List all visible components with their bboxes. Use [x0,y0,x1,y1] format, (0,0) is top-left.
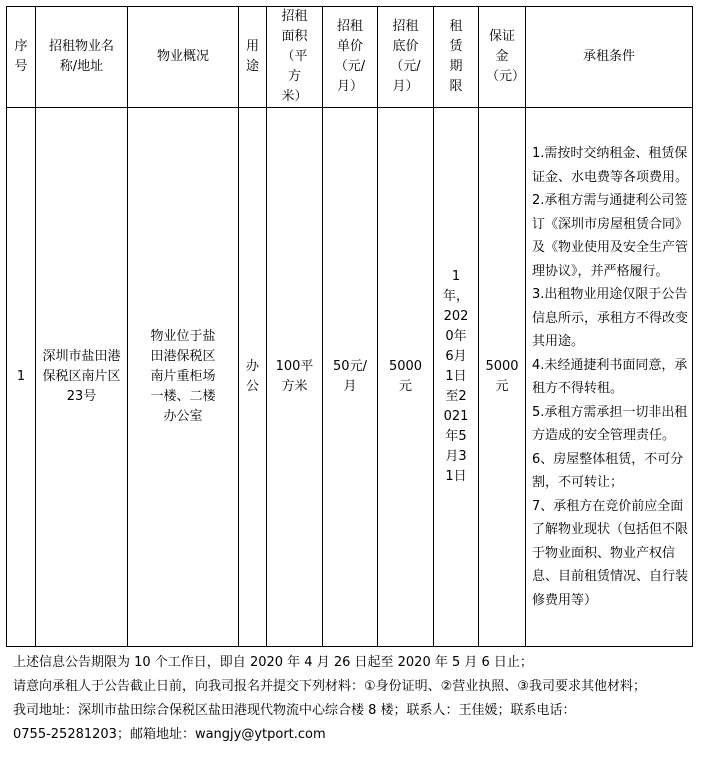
condition-item: 7、承租方在竞价前应全面了解物业现状（包括但不限于物业面积、物业产权信息、目前租赁情况、自行装修费用等） [532,498,689,608]
cell-conditions [526,108,693,647]
cell-area: 100平方米 [267,108,323,647]
header-unit-price: 招租单价（元/月） [323,7,378,108]
header-overview: 物业概况 [128,7,239,108]
condition-item: 3.出租物业用途仅限于公告信息所示，承租方不得改变其用途。 [532,287,689,349]
contact-phone-email: 0755-25281203；邮箱地址：wangjy@ytport.com [13,727,326,742]
header-conditions: 承租条件 [526,7,693,108]
notice-period: 上述信息公告期限为 10 个工作日，即自 2020 年 4 月 26 日起至 2020 年 5 月 6 日止； [13,655,533,670]
condition-item: 6、房屋整体租赁，不可分割，不可转让； [532,451,684,490]
condition-item: 4.未经通捷利书面同意，承租方不得转租。 [532,357,688,396]
cell-usage: 办公 [239,108,267,647]
contact-address: 我司地址：深圳市盐田综合保税区盐田港现代物流中心综合楼 8 楼；联系人：王佳媛；联系电话： [13,703,576,718]
cell-overview: 物业位于盐田港保税区南片重柜场一楼、二楼办公室 [128,108,239,647]
header-name: 招租物业名称/地址 [36,7,128,108]
cell-term: 1年，2020年6月1日至2021年5月31日 [434,108,479,647]
notice-footer [13,652,708,748]
rental-info-table [6,6,693,647]
header-usage: 用途 [239,7,267,108]
cell-seq: 1 [7,108,36,647]
header-area: 招租面积（平方米） [267,7,323,108]
condition-item: 2.承租方需与通捷利公司签订《深圳市房屋租赁合同》及《物业使用及安全生产管理协议》，并严格履行。 [532,193,689,279]
table-row [7,108,693,647]
cell-deposit: 5000元 [479,108,526,647]
header-base-price: 招租底价（元/月） [378,7,434,108]
header-term: 租赁期限 [434,7,479,108]
condition-item: 5.承租方需承担一切非出租方造成的安全管理责任。 [532,404,688,443]
cell-base-price: 5000元 [378,108,434,647]
condition-item: 1.需按时交纳租金、租赁保证金、水电费等各项费用。 [532,146,689,185]
required-materials: 请意向承租人于公告截止日前，向我司报名并提交下列材料：①身份证明、②营业执照、③我司要求其他材料； [13,679,646,694]
table-header-row [7,7,693,108]
cell-name: 深圳市盐田港保税区南片区23号 [36,108,128,647]
header-deposit: 保证金（元） [479,7,526,108]
cell-unit-price: 50元/月 [323,108,378,647]
header-seq: 序号 [7,7,36,108]
